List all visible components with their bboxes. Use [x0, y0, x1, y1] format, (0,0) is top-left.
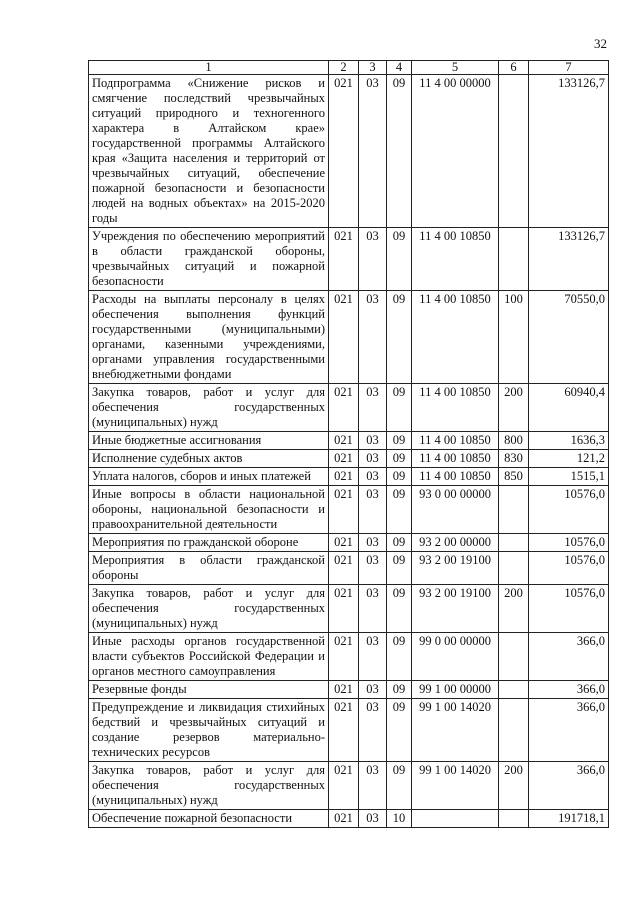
- row-subsection: 09: [387, 486, 412, 534]
- header-col-3: 3: [359, 61, 387, 75]
- row-target-article: 99 1 00 14020: [412, 762, 499, 810]
- row-subsection: 09: [387, 552, 412, 585]
- table-row: [89, 585, 609, 633]
- page-number: 32: [594, 36, 607, 51]
- row-section: 03: [359, 762, 387, 810]
- row-target-article: 93 2 00 19100: [412, 585, 499, 633]
- row-grbs: 021: [329, 681, 359, 699]
- table-row: [89, 468, 609, 486]
- table-row: [89, 291, 609, 384]
- row-name: Обеспечение пожарной безопасности: [89, 810, 329, 828]
- row-expense-type: 100: [499, 291, 529, 384]
- row-amount: 366,0: [529, 633, 609, 681]
- row-expense-type: 200: [499, 585, 529, 633]
- header-col-7: 7: [529, 61, 609, 75]
- row-grbs: 021: [329, 450, 359, 468]
- header-col-5: 5: [412, 61, 499, 75]
- row-expense-type: [499, 681, 529, 699]
- row-section: 03: [359, 552, 387, 585]
- row-expense-type: [499, 534, 529, 552]
- row-section: 03: [359, 699, 387, 762]
- row-subsection: 09: [387, 75, 412, 228]
- row-section: 03: [359, 228, 387, 291]
- row-subsection: 09: [387, 432, 412, 450]
- row-target-article: 11 4 00 10850: [412, 468, 499, 486]
- row-target-article: 93 0 00 00000: [412, 486, 499, 534]
- row-expense-type: [499, 486, 529, 534]
- row-target-article: 11 4 00 10850: [412, 228, 499, 291]
- row-name: Учреждения по обеспечению мероприятий в области гражданской обороны, чрезвычайных ситуаций и пожарной безопасности: [89, 228, 329, 291]
- row-section: 03: [359, 450, 387, 468]
- row-grbs: 021: [329, 468, 359, 486]
- row-grbs: 021: [329, 291, 359, 384]
- row-name: Уплата налогов, сборов и иных платежей: [89, 468, 329, 486]
- row-grbs: 021: [329, 810, 359, 828]
- row-grbs: 021: [329, 486, 359, 534]
- header-col-2: 2: [329, 61, 359, 75]
- row-name: Закупка товаров, работ и услуг для обеспечения государственных (муниципальных) нужд: [89, 762, 329, 810]
- row-amount: 10576,0: [529, 534, 609, 552]
- row-grbs: 021: [329, 432, 359, 450]
- row-name: Закупка товаров, работ и услуг для обеспечения государственных (муниципальных) нужд: [89, 585, 329, 633]
- row-grbs: 021: [329, 75, 359, 228]
- table-row: [89, 762, 609, 810]
- row-amount: 10576,0: [529, 552, 609, 585]
- row-grbs: 021: [329, 699, 359, 762]
- row-amount: 10576,0: [529, 486, 609, 534]
- row-target-article: 11 4 00 00000: [412, 75, 499, 228]
- header-col-6: 6: [499, 61, 529, 75]
- row-target-article: 93 2 00 19100: [412, 552, 499, 585]
- row-amount: 70550,0: [529, 291, 609, 384]
- header-row: [89, 61, 609, 75]
- row-subsection: 09: [387, 585, 412, 633]
- row-section: 03: [359, 432, 387, 450]
- row-name: Исполнение судебных актов: [89, 450, 329, 468]
- row-expense-type: [499, 810, 529, 828]
- row-expense-type: 850: [499, 468, 529, 486]
- row-section: 03: [359, 486, 387, 534]
- row-name: Резервные фонды: [89, 681, 329, 699]
- header-col-4: 4: [387, 61, 412, 75]
- row-target-article: 93 2 00 00000: [412, 534, 499, 552]
- row-expense-type: [499, 699, 529, 762]
- row-subsection: 09: [387, 699, 412, 762]
- row-expense-type: 800: [499, 432, 529, 450]
- row-amount: 10576,0: [529, 585, 609, 633]
- row-name: Закупка товаров, работ и услуг для обеспечения государственных (муниципальных) нужд: [89, 384, 329, 432]
- row-amount: 1636,3: [529, 432, 609, 450]
- row-amount: 366,0: [529, 681, 609, 699]
- row-expense-type: [499, 552, 529, 585]
- row-amount: 366,0: [529, 762, 609, 810]
- row-name: Подпрограмма «Снижение рисков и смягчение последствий чрезвычайных ситуаций природного и техногенного характера в Алтайском крае» государственной программы Алтайского края «Защита населения и территорий от чрезвычайных ситуаций, обеспечение пожарной безопасности и безопасности людей на водных объектах» на 2015-2020 годы: [89, 75, 329, 228]
- row-name: Мероприятия по гражданской обороне: [89, 534, 329, 552]
- row-amount: 133126,7: [529, 75, 609, 228]
- table-row: [89, 384, 609, 432]
- table-row: [89, 534, 609, 552]
- row-section: 03: [359, 585, 387, 633]
- row-grbs: 021: [329, 552, 359, 585]
- row-amount: 366,0: [529, 699, 609, 762]
- row-section: 03: [359, 681, 387, 699]
- row-name: Расходы на выплаты персоналу в целях обеспечения выполнения функций государственными (муниципальными) органами, казенными учреждениями, органами управления государственными внебюджетными фондами: [89, 291, 329, 384]
- table-row: [89, 228, 609, 291]
- table-row: [89, 552, 609, 585]
- row-target-article: 11 4 00 10850: [412, 450, 499, 468]
- row-subsection: 09: [387, 633, 412, 681]
- row-section: 03: [359, 468, 387, 486]
- row-expense-type: 200: [499, 762, 529, 810]
- table-row: [89, 633, 609, 681]
- row-grbs: 021: [329, 633, 359, 681]
- row-amount: 1515,1: [529, 468, 609, 486]
- row-name: Иные бюджетные ассигнования: [89, 432, 329, 450]
- row-subsection: 09: [387, 291, 412, 384]
- row-grbs: 021: [329, 384, 359, 432]
- row-section: 03: [359, 633, 387, 681]
- table-row: [89, 699, 609, 762]
- row-amount: 60940,4: [529, 384, 609, 432]
- row-amount: 191718,1: [529, 810, 609, 828]
- row-target-article: 99 1 00 00000: [412, 681, 499, 699]
- row-grbs: 021: [329, 762, 359, 810]
- row-name: Иные расходы органов государственной власти субъектов Российской Федерации и органов местного самоуправления: [89, 633, 329, 681]
- row-amount: 133126,7: [529, 228, 609, 291]
- row-target-article: 99 0 00 00000: [412, 633, 499, 681]
- table-row: [89, 432, 609, 450]
- table-row: [89, 681, 609, 699]
- row-section: 03: [359, 291, 387, 384]
- budget-table: [88, 60, 609, 828]
- row-grbs: 021: [329, 534, 359, 552]
- row-amount: 121,2: [529, 450, 609, 468]
- row-target-article: 11 4 00 10850: [412, 291, 499, 384]
- row-name: Иные вопросы в области национальной обороны, национальной безопасности и правоохранительной деятельности: [89, 486, 329, 534]
- row-target-article: 11 4 00 10850: [412, 384, 499, 432]
- row-expense-type: 200: [499, 384, 529, 432]
- row-subsection: 09: [387, 468, 412, 486]
- row-expense-type: 830: [499, 450, 529, 468]
- row-subsection: 09: [387, 534, 412, 552]
- row-subsection: 09: [387, 762, 412, 810]
- row-target-article: 11 4 00 10850: [412, 432, 499, 450]
- row-expense-type: [499, 633, 529, 681]
- row-subsection: 09: [387, 228, 412, 291]
- row-grbs: 021: [329, 228, 359, 291]
- table-row: [89, 810, 609, 828]
- table-row: [89, 486, 609, 534]
- row-name: Мероприятия в области гражданской обороны: [89, 552, 329, 585]
- table-row: [89, 75, 609, 228]
- row-grbs: 021: [329, 585, 359, 633]
- row-name: Предупреждение и ликвидация стихийных бедствий и чрезвычайных ситуаций и создание резервов материально-технических ресурсов: [89, 699, 329, 762]
- row-expense-type: [499, 75, 529, 228]
- row-section: 03: [359, 75, 387, 228]
- row-section: 03: [359, 810, 387, 828]
- row-subsection: 09: [387, 450, 412, 468]
- row-subsection: 09: [387, 384, 412, 432]
- row-target-article: 99 1 00 14020: [412, 699, 499, 762]
- row-target-article: [412, 810, 499, 828]
- row-subsection: 09: [387, 681, 412, 699]
- header-col-1: 1: [89, 61, 329, 75]
- row-section: 03: [359, 384, 387, 432]
- row-expense-type: [499, 228, 529, 291]
- row-section: 03: [359, 534, 387, 552]
- table-row: [89, 450, 609, 468]
- row-subsection: 10: [387, 810, 412, 828]
